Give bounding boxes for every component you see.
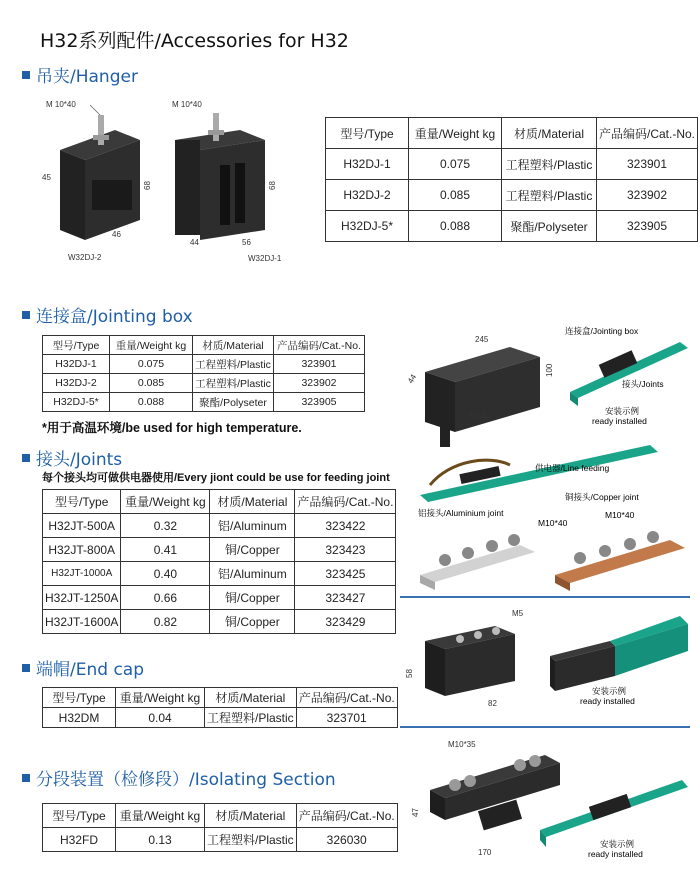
table-row — [326, 149, 698, 180]
section-bullet-icon — [22, 71, 30, 79]
col-type: 型号/Type — [43, 688, 116, 708]
cell-material: 铜/Copper — [210, 586, 295, 610]
isolating-illustration — [400, 735, 690, 875]
cell-material: 工程塑料/Plastic — [193, 355, 274, 374]
col-type: 型号/Type — [43, 336, 110, 355]
cell-material: 工程塑料/Plastic — [205, 708, 297, 728]
cell-catno: 323905 — [274, 393, 365, 412]
installed-label-en: ready installed — [588, 849, 643, 859]
dim-46: 46 — [112, 230, 121, 239]
section-heading-text: 端帽/End cap — [36, 660, 144, 680]
col-material: 材质/Material — [193, 336, 274, 355]
installed-label-en: ready installed — [580, 696, 635, 706]
cell-type: H32JT-1250A — [43, 586, 121, 610]
table-row — [43, 828, 398, 852]
cell-catno: 323901 — [597, 149, 698, 180]
table-row — [43, 610, 396, 634]
cell-weight: 0.04 — [116, 708, 205, 728]
cell-catno: 323429 — [295, 610, 396, 634]
col-weight: 重量/Weight kg — [409, 118, 502, 149]
cell-catno: 323901 — [274, 355, 365, 374]
hanger-w32dj-2-drawing — [60, 105, 140, 240]
cell-material: 工程塑料/Plastic — [193, 374, 274, 393]
divider-line-1 — [400, 596, 690, 598]
line-feeding-label: 供电器/Line feeding — [535, 463, 610, 473]
cell-catno: 323902 — [274, 374, 365, 393]
cell-material: 铜/Copper — [210, 610, 295, 634]
dim-56: 56 — [242, 238, 251, 247]
section-bullet-icon — [22, 664, 30, 672]
cell-weight: 0.13 — [116, 828, 205, 852]
cell-weight: 0.085 — [409, 180, 502, 211]
jointing-box-label: 连接盒/Jointing box — [565, 326, 639, 336]
installed-label-cn: 安装示例 — [592, 686, 627, 696]
cell-weight: 0.085 — [110, 374, 193, 393]
aluminium-bolt-label: M10*40 — [538, 518, 568, 528]
cell-catno: 323902 — [597, 180, 698, 211]
hanger-illustration — [20, 95, 310, 275]
dim-245: 245 — [475, 335, 489, 344]
cell-catno: 323423 — [295, 538, 396, 562]
section-heading-end-cap — [22, 655, 144, 680]
col-catno: 产品编码/Cat.-No. — [295, 490, 396, 514]
installed-label-cn: 安装示例 — [600, 839, 635, 849]
section-bullet-icon — [22, 774, 30, 782]
cell-catno: 323701 — [296, 708, 397, 728]
cell-material: 铜/Copper — [210, 538, 295, 562]
cell-type: H32DJ-2 — [326, 180, 409, 211]
end-cap-illustration — [400, 606, 690, 724]
col-type: 型号/Type — [43, 804, 116, 828]
section-heading-jointing-box — [22, 302, 193, 327]
copper-joint-label: 铜接头/Copper joint — [565, 492, 639, 502]
col-catno: 产品编码/Cat.-No. — [597, 118, 698, 149]
high-temp-note: *用于高温环境/be used for high temperature. — [42, 421, 302, 435]
table-header-row — [43, 490, 396, 514]
isolating-table — [42, 803, 398, 852]
table-row — [43, 586, 396, 610]
dim-44: 44 — [405, 372, 419, 385]
dim-58: 58 — [405, 669, 414, 678]
model-label-w32dj-2: W32DJ-2 — [68, 253, 102, 262]
table-row — [43, 562, 396, 586]
table-header-row — [43, 804, 398, 828]
section-bullet-icon — [22, 454, 30, 462]
section-heading-isolating — [22, 765, 336, 790]
cell-material: 铝/Aluminum — [210, 514, 295, 538]
table-row — [326, 180, 698, 211]
col-material: 材质/Material — [205, 688, 297, 708]
col-weight: 重量/Weight kg — [116, 688, 205, 708]
joints-illustration — [400, 440, 690, 592]
joints-subtitle: 每个接头均可做供电器使用/Every jiont could be use for feeding joint — [42, 472, 390, 484]
dim-170: 170 — [478, 848, 492, 857]
table-row — [43, 514, 396, 538]
installed-label-cn: 安装示例 — [605, 406, 640, 416]
cell-weight: 0.82 — [121, 610, 210, 634]
cell-material: 铝/Aluminum — [210, 562, 295, 586]
table-row — [326, 211, 698, 242]
section-heading-hanger — [22, 62, 138, 87]
cell-weight: 0.088 — [110, 393, 193, 412]
table-header-row — [43, 688, 398, 708]
cell-catno: 326030 — [296, 828, 397, 852]
page-title: H32系列配件/Accessories for H32 — [40, 30, 349, 52]
section-bullet-icon — [22, 311, 30, 319]
cell-type: H32JT-1000A — [43, 562, 121, 586]
model-label-w32dj-1: W32DJ-1 — [248, 254, 282, 263]
cell-weight: 0.32 — [121, 514, 210, 538]
cell-weight: 0.075 — [409, 149, 502, 180]
col-material: 材质/Material — [210, 490, 295, 514]
cell-weight: 0.40 — [121, 562, 210, 586]
copper-bolt-label: M10*40 — [605, 510, 635, 520]
dim-m10x35: M10*35 — [448, 740, 476, 749]
dim-44: 44 — [190, 238, 199, 247]
section-heading-joints — [22, 445, 122, 470]
cell-weight: 0.088 — [409, 211, 502, 242]
cell-type: H32DM — [43, 708, 116, 728]
cell-type: H32DJ-2 — [43, 374, 110, 393]
table-row — [43, 374, 365, 393]
cell-catno: 323427 — [295, 586, 396, 610]
joints-table — [42, 489, 396, 634]
dim-45: 45 — [42, 173, 51, 182]
col-type: 型号/Type — [326, 118, 409, 149]
cell-material: 聚酯/Polyseter — [193, 393, 274, 412]
section-heading-text: 连接盒/Jointing box — [36, 307, 193, 327]
table-row — [43, 355, 365, 374]
cell-type: H32JT-1600A — [43, 610, 121, 634]
cell-weight: 0.66 — [121, 586, 210, 610]
table-header-row — [43, 336, 365, 355]
cell-material: 工程塑料/Plastic — [205, 828, 297, 852]
hanger-table — [325, 117, 698, 242]
bolt-size-label-1: M 10*40 — [46, 100, 76, 109]
cell-type: H32JT-800A — [43, 538, 121, 562]
dim-82: 82 — [488, 699, 497, 708]
col-catno: 产品编码/Cat.-No. — [296, 804, 397, 828]
cell-material: 聚酯/Polyseter — [502, 211, 597, 242]
table-header-row — [326, 118, 698, 149]
col-weight: 重量/Weight kg — [121, 490, 210, 514]
cell-material: 工程塑料/Plastic — [502, 149, 597, 180]
dim-47: 47 — [411, 808, 420, 817]
dim-68a: 68 — [143, 181, 152, 190]
table-row — [43, 538, 396, 562]
model-label-h32lj-1: H32LJ-1 — [470, 411, 501, 420]
hanger-w32dj-1-drawing — [175, 113, 265, 240]
col-catno: 产品编码/Cat.-No. — [274, 336, 365, 355]
bolt-size-label-2: M 10*40 — [172, 100, 202, 109]
cell-material: 工程塑料/Plastic — [502, 180, 597, 211]
cell-type: H32DJ-1 — [43, 355, 110, 374]
cell-catno: 323905 — [597, 211, 698, 242]
cell-type: H32DJ-5* — [43, 393, 110, 412]
cell-type: H32DJ-1 — [326, 149, 409, 180]
joints-label: 接头/Joints — [622, 379, 664, 389]
section-heading-text: 吊夹/Hanger — [36, 67, 138, 87]
col-material: 材质/Material — [502, 118, 597, 149]
dim-100: 100 — [545, 363, 554, 377]
cell-type: H32DJ-5* — [326, 211, 409, 242]
col-weight: 重量/Weight kg — [110, 336, 193, 355]
jointing-box-table — [42, 335, 365, 412]
dim-m5: M5 — [512, 609, 524, 618]
table-row — [43, 393, 365, 412]
col-material: 材质/Material — [205, 804, 297, 828]
cell-catno: 323422 — [295, 514, 396, 538]
col-weight: 重量/Weight kg — [116, 804, 205, 828]
cell-type: H32JT-500A — [43, 514, 121, 538]
aluminium-joint-label: 铝接头/Aluminium joint — [418, 508, 504, 518]
cell-catno: 323425 — [295, 562, 396, 586]
cell-type: H32FD — [43, 828, 116, 852]
dim-68b: 68 — [268, 181, 277, 190]
section-heading-text: 接头/Joints — [36, 450, 123, 470]
end-cap-table — [42, 687, 398, 728]
table-row — [43, 708, 398, 728]
col-catno: 产品编码/Cat.-No. — [296, 688, 397, 708]
cell-weight: 0.41 — [121, 538, 210, 562]
divider-line-2 — [400, 726, 690, 728]
cell-weight: 0.075 — [110, 355, 193, 374]
installed-label-en: ready installed — [592, 416, 647, 426]
section-heading-text: 分段装置（检修段）/Isolating Section — [36, 770, 336, 790]
col-type: 型号/Type — [43, 490, 121, 514]
